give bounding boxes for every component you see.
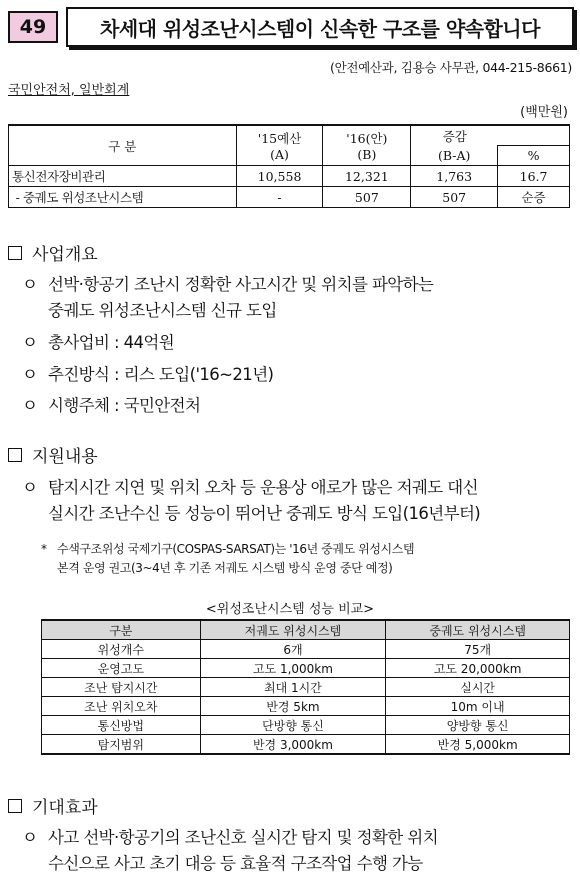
list-item [22, 272, 574, 324]
comparison-cell: 조난 위치오차 [42, 697, 201, 716]
budget-cell: - [236, 187, 323, 208]
comparison-cell: 운영고도 [42, 659, 201, 678]
table-row [42, 678, 570, 697]
section-heading-effects [8, 793, 98, 818]
comparison-header: 저궤도 위성시스템 [200, 620, 386, 640]
comparison-cell: 위성개수 [42, 640, 201, 659]
budget-header-category: 구 분 [9, 125, 237, 166]
comparison-cell: 6개 [200, 640, 386, 659]
list-item [22, 393, 200, 419]
comparison-cell: 실시간 [386, 678, 570, 697]
asterisk-icon: * [41, 542, 47, 556]
section-heading-text: 사업개요 [32, 245, 98, 265]
bullet-text: 사고 선박·항공기의 조난신호 실시간 탐지 및 정확한 위치 [48, 828, 438, 847]
footnote-text: 본격 운영 권고(3~4년 후 기존 저궤도 시스템 방식 운영 중단 예정) [57, 561, 393, 575]
list-item [22, 825, 574, 877]
contact-info: (안전예산과, 김용승 사무관, 044-215-8661) [330, 60, 572, 75]
bullet-text: 수신으로 사고 초기 대응 등 효율적 구조작업 수행 가능 [48, 854, 423, 873]
bullet-circle-icon: ㅇ [22, 478, 38, 497]
budget-row-label: 통신전자장비관리 [9, 166, 237, 187]
comparison-cell: 양방향 통신 [386, 716, 570, 735]
section-heading-overview [8, 240, 98, 265]
budget-cell: 10,558 [236, 166, 323, 187]
bullet-circle-icon: ㅇ [22, 365, 38, 384]
budget-cell: 12,321 [323, 166, 411, 187]
section-heading-text: 기대효과 [32, 798, 98, 818]
budget-header-change-formula: (B-A) [411, 146, 498, 166]
bullet-text: 추진방식 : 리스 도입('16~21년) [48, 365, 274, 384]
table-row [42, 659, 570, 678]
table-row [9, 187, 570, 208]
comparison-caption: <위성조난시스템 성능 비교> [205, 602, 375, 617]
checkbox-square-icon [8, 799, 22, 813]
comparison-cell: 75개 [386, 640, 570, 659]
budget-row-label: - 중궤도 위성조난시스템 [9, 187, 237, 208]
table-row [42, 640, 570, 659]
section-heading-text: 지원내용 [32, 447, 98, 467]
table-row [42, 697, 570, 716]
page-title-box [66, 7, 574, 47]
comparison-cell: 반경 5,000km [386, 735, 570, 755]
list-item [22, 362, 273, 388]
comparison-cell: 반경 3,000km [200, 735, 386, 755]
bullet-text: 탐지시간 지연 및 위치 오차 등 운용상 애로가 많은 저궤도 대신 [48, 478, 478, 497]
budget-cell: 16.7 [498, 166, 570, 187]
comparison-header: 구분 [42, 620, 201, 640]
budget-cell: 507 [323, 187, 411, 208]
bullet-text: 총사업비 : 44억원 [48, 333, 175, 352]
bullet-text: 선박·항공기 조난시 정확한 사고시간 및 위치를 파악하는 [48, 275, 434, 294]
bullet-text: 중궤도 위성조난시스템 신규 도입 [48, 301, 277, 320]
budget-header-percent: % [498, 146, 570, 166]
budget-table [8, 124, 570, 208]
budget-header-2015-code: (A) [270, 147, 289, 162]
comparison-header: 중궤도 위성시스템 [386, 620, 570, 640]
comparison-cell: 고도 20,000km [386, 659, 570, 678]
table-row [9, 166, 570, 187]
budget-header-2016-code: (B) [357, 147, 377, 162]
budget-cell: 순증 [498, 187, 570, 208]
budget-header-2015 [236, 125, 323, 166]
page-title: 차세대 위성조난시스템이 신속한 구조를 약속합니다 [100, 16, 540, 41]
comparison-cell: 단방향 통신 [200, 716, 386, 735]
budget-header-2016-label: '16(안) [346, 131, 388, 146]
table-row [42, 716, 570, 735]
bullet-circle-icon: ㅇ [22, 275, 38, 294]
bullet-circle-icon: ㅇ [22, 396, 38, 415]
budget-cell: 507 [411, 187, 498, 208]
comparison-cell: 탐지범위 [42, 735, 201, 755]
comparison-cell: 반경 5km [200, 697, 386, 716]
list-item [22, 475, 574, 527]
comparison-cell: 조난 탐지시간 [42, 678, 201, 697]
table-row [42, 735, 570, 755]
budget-header-change-label: 증감 [442, 128, 467, 144]
comparison-cell: 통신방법 [42, 716, 201, 735]
budget-header-2016 [323, 125, 411, 166]
bullet-text: 실시간 조난수신 등 성능이 뛰어난 중궤도 방식 도입(16년부터) [48, 504, 481, 523]
checkbox-square-icon [8, 448, 22, 462]
comparison-cell: 최대 1시간 [200, 678, 386, 697]
budget-header-change [411, 125, 570, 146]
bullet-circle-icon: ㅇ [22, 333, 38, 352]
budget-header-2015-label: '15예산 [257, 131, 302, 146]
footnote [41, 540, 576, 578]
comparison-cell: 고도 1,000km [200, 659, 386, 678]
section-heading-support [8, 442, 98, 467]
item-number-badge [8, 11, 58, 43]
budget-cell: 1,763 [411, 166, 498, 187]
list-item [22, 330, 174, 356]
footnote-text: 수색구조위성 국제기구(COSPAS-SARSAT)는 '16년 중궤도 위성시스템 [57, 542, 415, 556]
bullet-circle-icon: ㅇ [22, 828, 38, 847]
budget-unit: (백만원) [520, 105, 568, 120]
checkbox-square-icon [8, 246, 22, 260]
bullet-text: 시행주체 : 국민안전처 [48, 396, 201, 415]
comparison-cell: 10m 이내 [386, 697, 570, 716]
budget-category: 국민안전처, 일반회계 [8, 83, 130, 98]
comparison-table [41, 619, 570, 755]
item-number: 49 [19, 16, 47, 38]
